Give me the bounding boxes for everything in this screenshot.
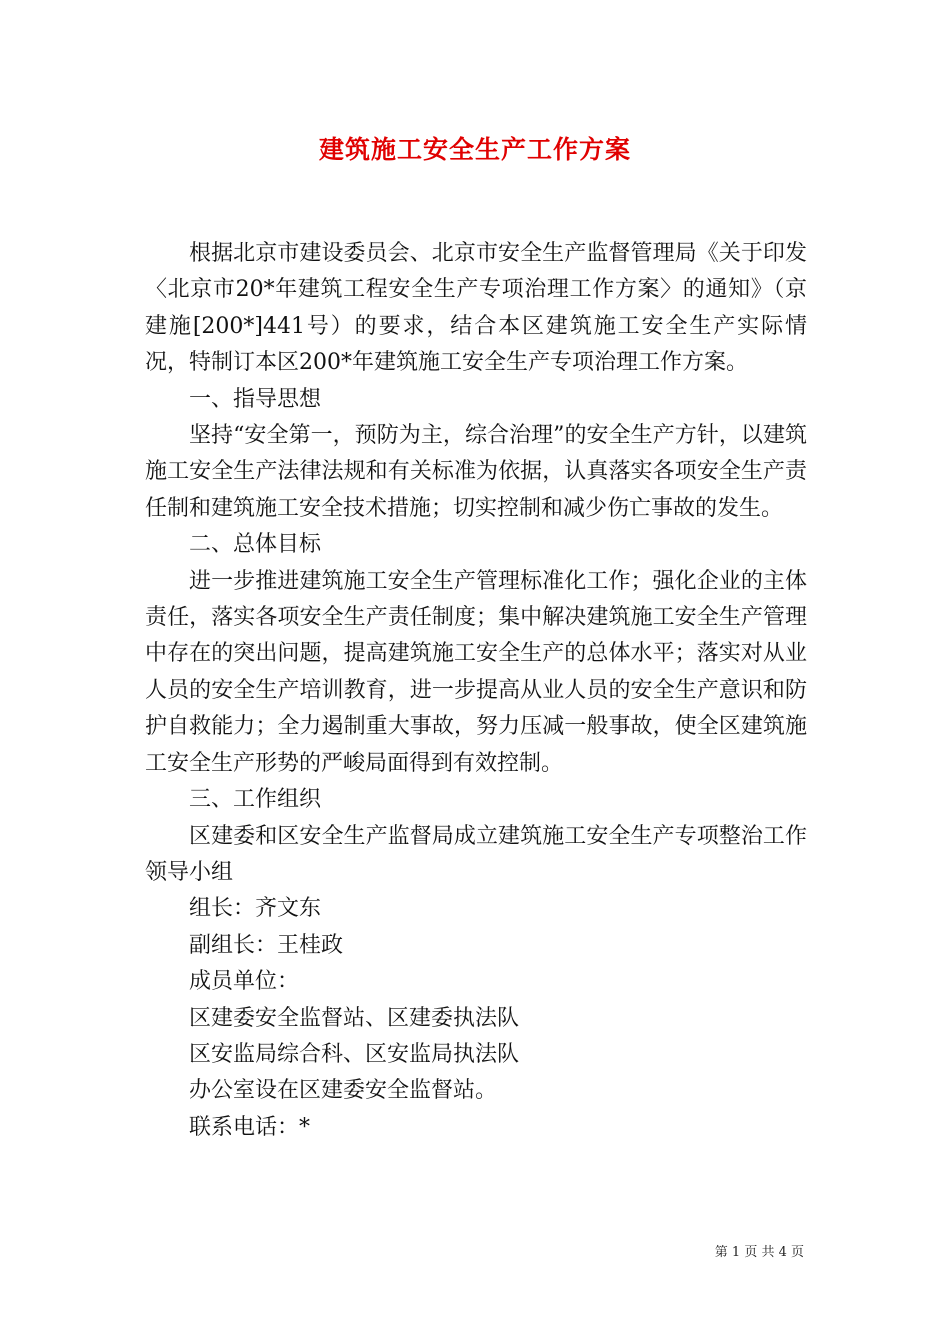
member-units-line-1: 区建委安全监督站、区建委执法队 <box>189 1005 520 1031</box>
guiding-ideology-paragraph: 坚持“安全第一，预防为主，综合治理”的安全生产方针，以建筑施工安全生产法律法规和有关标准为依据，认真落实各项安全生产责任制和建筑施工安全技术措施；切实控制和减少伤亡事故的发生。 <box>145 423 807 521</box>
document-body <box>145 236 807 1146</box>
page-number-footer: 第 1 页 共 4 页 <box>714 1245 804 1260</box>
member-units-line-2: 区安监局综合科、区安监局执法队 <box>189 1041 520 1067</box>
member-units-label: 成员单位： <box>189 969 300 995</box>
contact-phone-line: 联系电话：* <box>189 1114 311 1140</box>
deputy-leader-line: 副组长：王桂政 <box>189 932 344 958</box>
section-heading-guiding-ideology: 一、指导思想 <box>189 386 322 412</box>
section-heading-work-organization: 三、工作组织 <box>189 787 322 813</box>
office-location-line: 办公室设在区建委安全监督站。 <box>189 1078 498 1104</box>
group-leader-line: 组长：齐文东 <box>189 896 322 922</box>
overall-goal-paragraph: 进一步推进建筑施工安全生产管理标准化工作；强化企业的主体责任，落实各项安全生产责任制度；集中解决建筑施工安全生产管理中存在的突出问题，提高建筑施工安全生产的总体水平；落实对从业人员的安全生产培训教育，进一步提高从业人员的安全生产意识和防护自救能力；全力遏制重大事故，努力压减一般事故，使全区建筑施工安全生产形势的严峻局面得到有效控制。 <box>145 568 807 776</box>
section-heading-overall-goal: 二、总体目标 <box>189 532 322 558</box>
intro-paragraph: 根据北京市建设委员会、北京市安全生产监督管理局《关于印发〈北京市20*年建筑工程安全生产专项治理工作方案〉的通知》（京建施[200*]441号）的要求，结合本区建筑施工安全生产实际情况，特制订本区200*年建筑施工安全生产专项治理工作方案。 <box>145 241 807 376</box>
document-title: 建筑施工安全生产工作方案 <box>318 135 631 164</box>
work-organization-paragraph: 区建委和区安全生产监督局成立建筑施工安全生产专项整治工作领导小组 <box>145 823 807 885</box>
